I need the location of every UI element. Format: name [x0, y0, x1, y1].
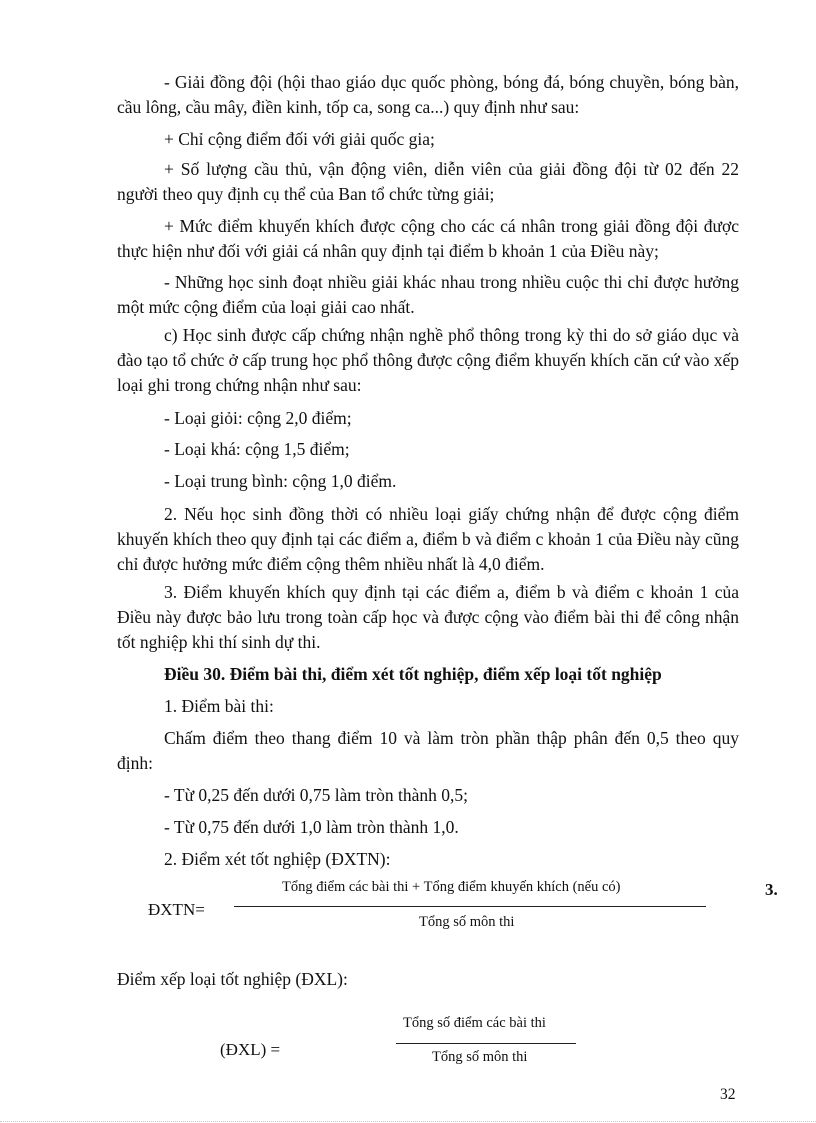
- paragraph-scoring-scale: Chấm điểm theo thang điểm 10 và làm tròn phần thập phân đến 0,5 theo quy định:: [117, 728, 739, 773]
- formula-dxtn-fraction-bar: [234, 906, 706, 907]
- paragraph-grade-excellent: - Loại giỏi: cộng 2,0 điểm;: [164, 408, 352, 428]
- paragraph-national-only: + Chỉ cộng điểm đối với giải quốc gia;: [164, 129, 435, 149]
- paragraph-exam-score: 1. Điểm bài thi:: [164, 696, 274, 716]
- paragraph-grade-good: - Loại khá: cộng 1,5 điểm;: [164, 439, 350, 459]
- paragraph-bonus-retention: 3. Điểm khuyến khích quy định tại các điểm a, điểm b và điểm c khoản 1 của Điều này được bảo lưu trong toàn cấp học và được cộng vào điểm bài thi để công nhận tốt nghiệp khi thí sinh dự thi.: [117, 582, 739, 652]
- formula-dxl-denominator: Tổng số môn thi: [432, 1049, 528, 1065]
- paragraph-team-awards: - Giải đồng đội (hội thao giáo dục quốc phòng, bóng đá, bóng chuyền, bóng bàn, cầu lông, cầu mây, điền kinh, tốp ca, song ca...) quy định như sau:: [117, 72, 739, 117]
- page-bottom-divider: [0, 1121, 816, 1122]
- paragraph-team-size: + Số lượng cầu thủ, vận động viên, diễn viên của giải đồng đội từ 02 đến 22 người theo quy định cụ thể của Ban tổ chức từng giải;: [117, 159, 739, 204]
- paragraph-multiple-awards: - Những học sinh đoạt nhiều giải khác nhau trong nhiều cuộc thi chỉ được hưởng một mức cộng điểm của loại giải cao nhất.: [117, 272, 739, 317]
- paragraph-grade-average: - Loại trung bình: cộng 1,0 điểm.: [164, 471, 397, 491]
- paragraph-max-bonus: 2. Nếu học sinh đồng thời có nhiều loại giấy chứng nhận để được cộng điểm khuyến khích theo quy định tại các điểm a, điểm b và điểm c khoản 1 của Điều này cũng chỉ được hưởng mức điểm cộng thêm nhiều nhất là 4,0 điểm.: [117, 504, 739, 574]
- formula-dxl-label: (ĐXL) =: [220, 1040, 281, 1059]
- page-number: 32: [720, 1086, 736, 1103]
- formula-dxtn-denominator: Tổng số môn thi: [419, 914, 515, 930]
- paragraph-vocational-certificate: c) Học sinh được cấp chứng nhận nghề phổ thông trong kỳ thi do sở giáo dục và đào tạo tổ chức ở cấp trung học phổ thông được cộng điểm khuyến khích căn cứ vào xếp loại ghi trong chứng nhận như sau:: [117, 325, 739, 395]
- paragraph-dxtn-intro: 2. Điểm xét tốt nghiệp (ĐXTN):: [164, 849, 391, 869]
- formula-dxl-numerator: Tổng số điểm các bài thi: [403, 1015, 546, 1031]
- formula-dxtn-label: ĐXTN=: [148, 900, 205, 919]
- paragraph-rounding-whole: - Từ 0,75 đến dưới 1,0 làm tròn thành 1,0.: [164, 817, 459, 837]
- formula-dxl-fraction-bar: [396, 1043, 576, 1044]
- formula-dxtn-trailing-number: 3.: [765, 880, 778, 899]
- paragraph-rounding-half: - Từ 0,25 đến dưới 0,75 làm tròn thành 0,5;: [164, 785, 468, 805]
- formula-dxtn-numerator: Tổng điểm các bài thi + Tổng điểm khuyến khích (nếu có): [282, 879, 621, 895]
- paragraph-dxl-intro: Điểm xếp loại tốt nghiệp (ĐXL):: [117, 969, 348, 989]
- paragraph-team-bonus: + Mức điểm khuyến khích được cộng cho các cá nhân trong giải đồng đội được thực hiện như đối với giải cá nhân quy định tại điểm b khoản 1 của Điều này;: [117, 216, 739, 261]
- article-30-heading: Điều 30. Điểm bài thi, điểm xét tốt nghiệp, điểm xếp loại tốt nghiệp: [164, 664, 662, 684]
